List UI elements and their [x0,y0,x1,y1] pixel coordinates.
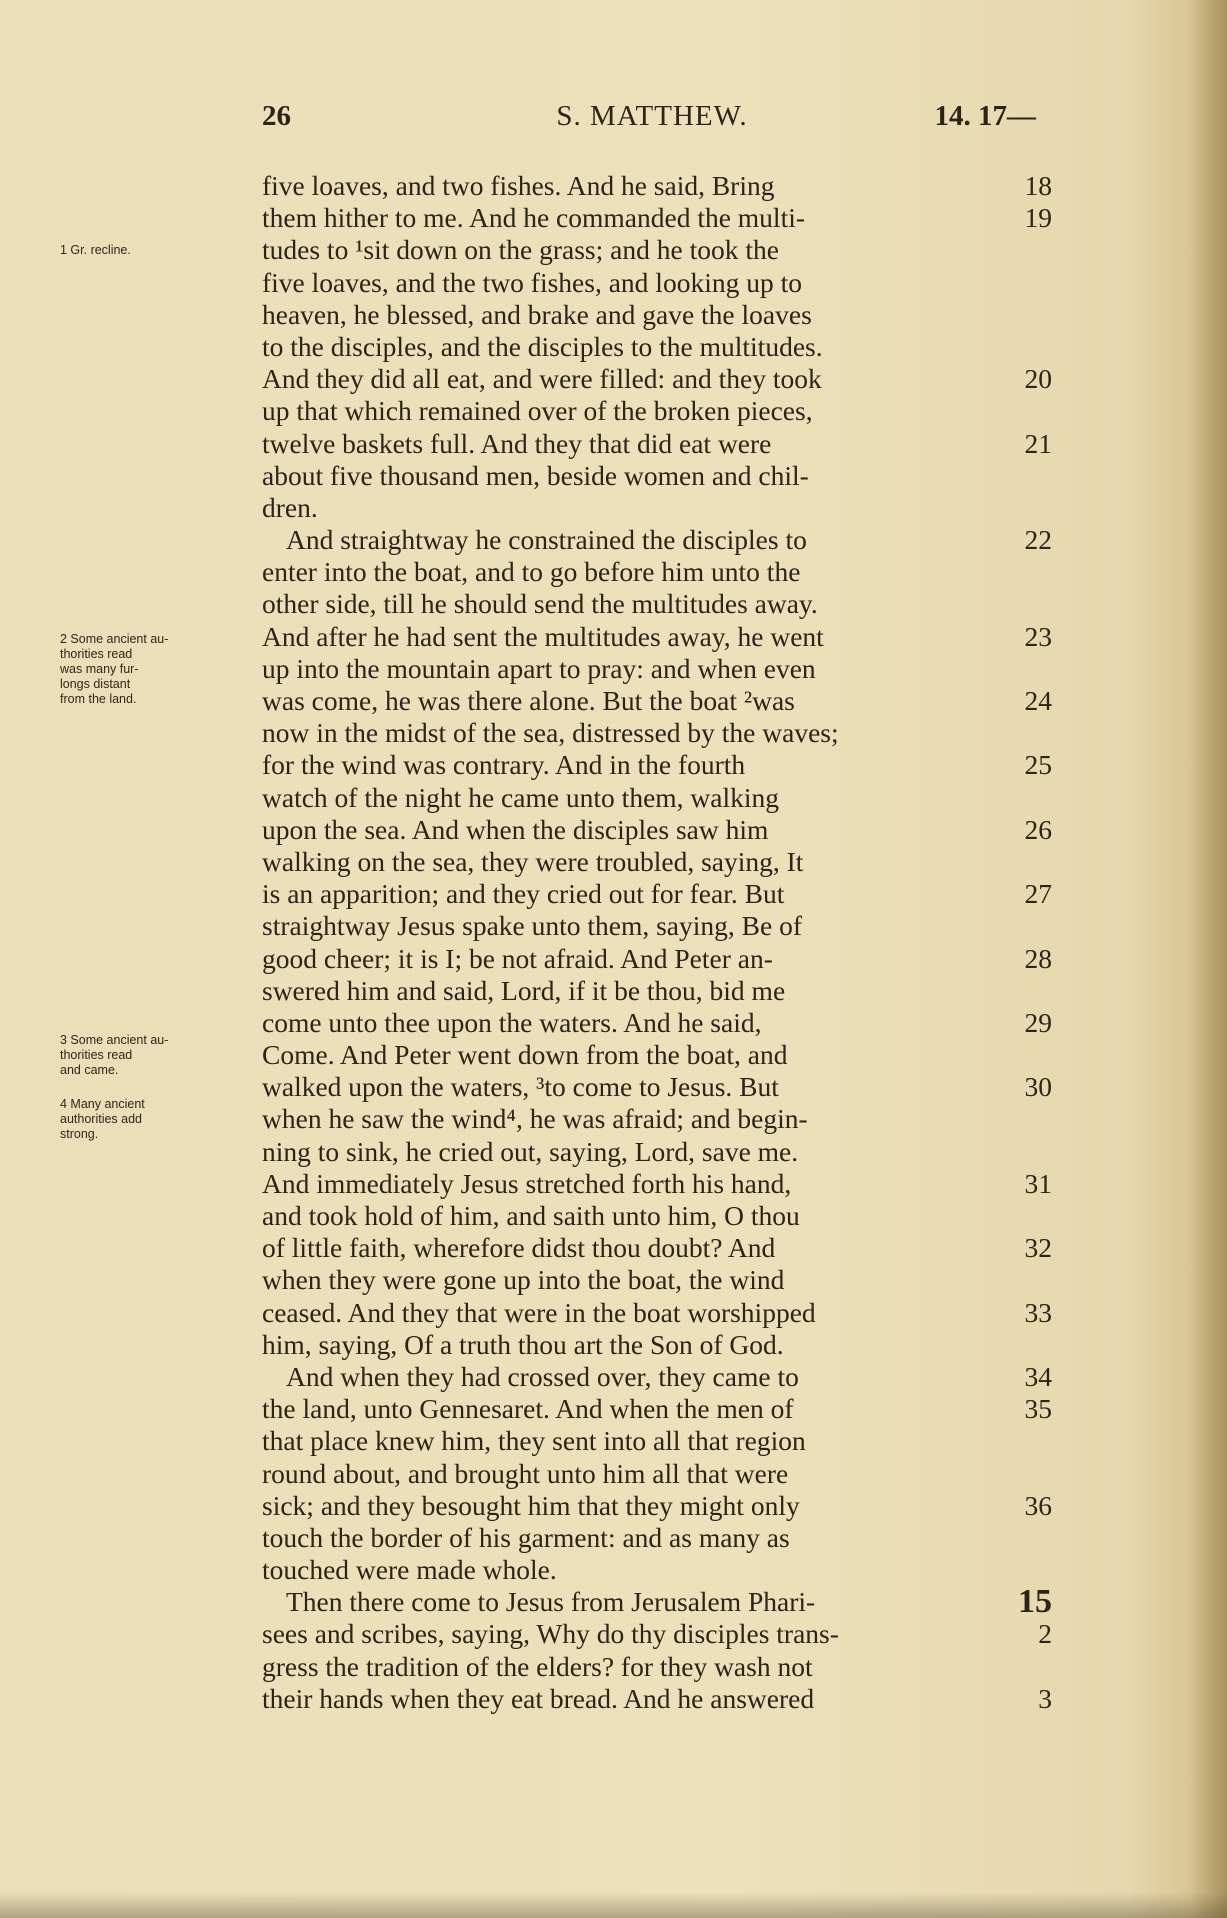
chapter-number: 15 [1018,1583,1052,1621]
running-head [262,100,1042,140]
chapter-verse-reference: 14. 17— [934,100,1036,132]
line-text: sick; and they besought him that they might only [262,1489,800,1521]
text-line [262,621,1052,653]
text-line [262,1618,1052,1650]
verse-number: 19 [1024,202,1052,234]
line-text: walked upon the waters, ³to come to Jesus. But [262,1071,779,1103]
line-text: And after he had sent the multitudes away, he went [262,620,824,652]
margin-note-line: thorities read [60,1048,133,1062]
line-text: that place knew him, they sent into all that region [262,1425,806,1457]
margin-note-line: from the land. [60,691,137,706]
line-text: good cheer; it is I; be not afraid. And Peter an- [262,942,773,974]
margin-note-line: 1 Gr. recline. [60,242,131,257]
line-text: the land, unto Gennesaret. And when the men of [262,1393,794,1425]
verse-number: 28 [1024,942,1052,974]
verse-number: 33 [1024,1296,1052,1328]
text-line [262,1297,1052,1329]
verse-number: 24 [1024,685,1052,716]
line-text: is an apparition; and they cried out for fear. But [262,878,785,910]
margin-note-line: longs distant [60,676,131,691]
text-line [262,170,1052,202]
line-text: And straightway he constrained the disciples to [286,524,807,556]
line-text: other side, till he should send the multitudes away. [262,588,818,620]
text-line [262,1232,1052,1264]
line-text: five loaves, and the two fishes, and looking up to [262,266,802,298]
text-line [262,1329,1052,1361]
verse-number: 27 [1024,878,1052,910]
line-text: of little faith, wherefore didst thou doubt? And [262,1232,776,1264]
text-line [262,1007,1052,1039]
verse-number: 31 [1024,1167,1052,1199]
text-line [262,395,1052,427]
text-line [262,685,1052,717]
margin-note [60,1033,255,1078]
line-text: for the wind was contrary. And in the fourth [262,749,746,781]
text-line [262,717,1052,749]
book-title: S. MATTHEW. [556,100,748,132]
text-line [262,1683,1052,1715]
scripture-text [262,170,1052,1715]
text-line [262,846,1052,878]
line-text: when they were gone up into the boat, the wind [262,1264,785,1296]
text-line [262,975,1052,1007]
verse-number: 2 [1038,1618,1052,1650]
text-line [262,202,1052,234]
text-line [262,1490,1052,1522]
line-text: walking on the sea, they were troubled, saying, It [262,845,804,877]
text-line [262,1071,1052,1103]
text-line [262,1583,1052,1621]
margin-note-line: and came. [60,1063,119,1077]
line-text: And they did all eat, and were filled: and they took [262,363,822,395]
text-line [262,1168,1052,1200]
line-text: up into the mountain apart to pray: and when even [262,652,816,684]
text-line [262,588,1052,620]
text-line [262,234,1052,266]
verse-number: 36 [1024,1489,1052,1521]
verse-number: 26 [1024,813,1052,845]
text-line [262,653,1052,685]
line-text: was come, he was there alone. But the boat ²was [262,685,795,716]
margin-note-line: thorities read [60,646,133,661]
text-line [262,1103,1052,1135]
margin-note-line: was many fur- [60,661,139,676]
line-text: five loaves, and two fishes. And he said, Bring [262,170,775,201]
text-line [262,814,1052,846]
line-text: dren. [262,491,318,523]
verse-number: 23 [1024,620,1052,652]
line-text: touch the border of his garment: and as many as [262,1521,790,1553]
text-line [262,1264,1052,1296]
line-text: watch of the night he came unto them, walking [262,781,780,813]
text-line [262,1361,1052,1393]
line-text: gress the tradition of the elders? for they wash not [262,1650,813,1682]
text-line [262,943,1052,975]
text-line [262,1200,1052,1232]
text-line [262,1554,1052,1586]
text-line [262,331,1052,363]
verse-number: 34 [1024,1360,1052,1392]
text-line [262,299,1052,331]
text-line [262,782,1052,814]
line-text: and took hold of him, and saith unto him, O thou [262,1200,800,1231]
line-text: up that which remained over of the broken pieces, [262,395,813,427]
text-line [262,878,1052,910]
line-text: touched were made whole. [262,1554,557,1586]
text-line [262,460,1052,492]
text-line [262,524,1052,556]
text-line [262,1651,1052,1683]
margin-note-line: 3 Some ancient au- [60,1033,169,1047]
line-text: when he saw the wind⁴, he was afraid; and begin- [262,1103,808,1135]
text-line [262,1522,1052,1554]
verse-number: 18 [1024,170,1052,201]
verse-number: 25 [1024,749,1052,781]
line-text: him, saying, Of a truth thou art the Son of God. [262,1328,784,1360]
line-text: Then there come to Jesus from Jerusalem Phari- [286,1586,816,1618]
line-text: come unto thee upon the waters. And he said, [262,1006,762,1038]
text-line [262,267,1052,299]
text-line [262,492,1052,524]
page-number: 26 [262,100,291,132]
page-bottom-edge [0,1892,1227,1918]
margin-note [60,1097,255,1142]
text-line [262,749,1052,781]
verse-number: 21 [1024,427,1052,459]
line-text: now in the midst of the sea, distressed by the waves; [262,717,839,749]
verse-number: 32 [1024,1232,1052,1264]
line-text: them hither to me. And he commanded the multi- [262,202,806,234]
verse-number: 22 [1024,524,1052,556]
line-text: enter into the boat, and to go before him unto the [262,556,801,588]
margin-note-line: 4 Many ancient [60,1097,145,1112]
verse-number: 20 [1024,363,1052,395]
line-text: And immediately Jesus stretched forth his hand, [262,1167,792,1199]
text-line [262,363,1052,395]
line-text: tudes to ¹sit down on the grass; and he took the [262,234,779,266]
line-text: to the disciples, and the disciples to the multitudes. [262,330,823,362]
margin-note-line: strong. [60,1127,99,1142]
line-text: And when they had crossed over, they came to [286,1360,799,1392]
text-line [262,1458,1052,1490]
text-line [262,1425,1052,1457]
margin-note [60,243,255,258]
text-line [262,1393,1052,1425]
line-text: their hands when they eat bread. And he answered [262,1682,815,1714]
line-text: swered him and said, Lord, if it be thou, bid me [262,974,786,1006]
line-text: round about, and brought unto him all that were [262,1457,789,1489]
line-text: ning to sink, he cried out, saying, Lord, save me. [262,1135,799,1167]
text-line [262,1039,1052,1071]
margin-note [60,632,255,707]
line-text: straightway Jesus spake unto them, saying, Be of [262,910,802,942]
verse-number: 35 [1024,1393,1052,1425]
verse-number: 30 [1024,1071,1052,1103]
text-line [262,910,1052,942]
line-text: about five thousand men, beside women and chil- [262,459,809,491]
margin-note-line: 2 Some ancient au- [60,631,169,646]
verse-number: 29 [1024,1006,1052,1038]
line-text: sees and scribes, saying, Why do thy disciples trans- [262,1618,839,1650]
line-text: twelve baskets full. And they that did eat were [262,427,772,459]
text-line [262,556,1052,588]
line-text: ceased. And they that were in the boat worshipped [262,1296,816,1328]
verse-number: 3 [1038,1682,1052,1714]
line-text: heaven, he blessed, and brake and gave the loaves [262,298,812,330]
line-text: Come. And Peter went down from the boat, and [262,1039,788,1071]
margin-note-line: authorities add [60,1112,143,1127]
text-line [262,428,1052,460]
line-text: upon the sea. And when the disciples saw him [262,813,769,845]
text-line [262,1136,1052,1168]
